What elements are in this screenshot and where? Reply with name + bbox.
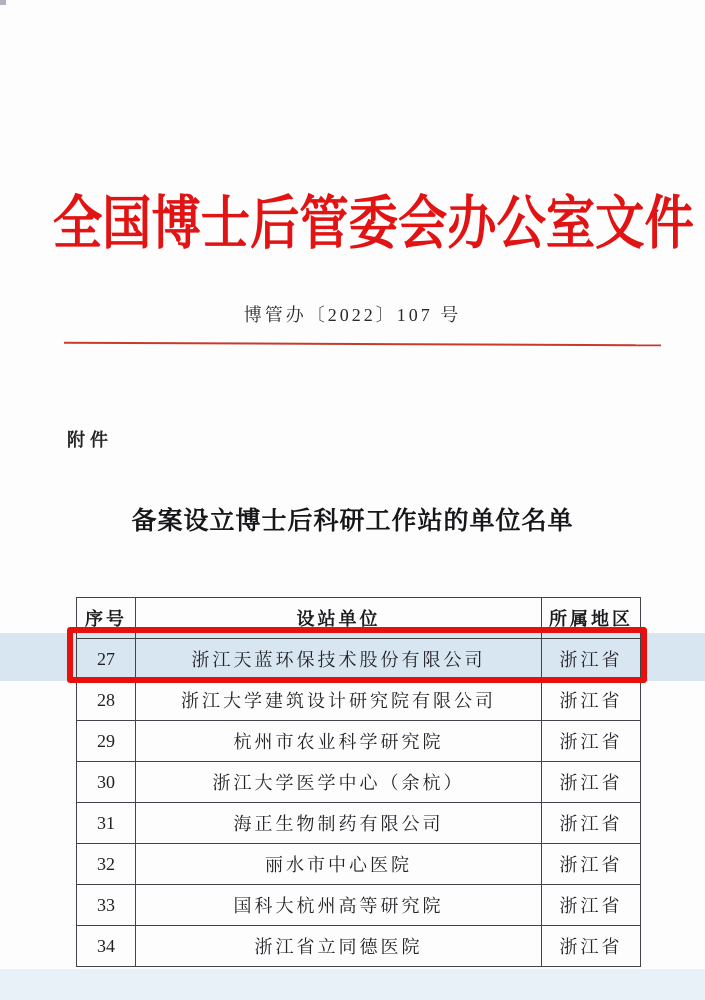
cell-no: 27 bbox=[77, 639, 136, 680]
table-row bbox=[77, 680, 641, 721]
cell-no: 33 bbox=[77, 885, 136, 926]
cell-unit: 海正生物制药有限公司 bbox=[136, 803, 542, 844]
red-divider-line bbox=[64, 342, 661, 347]
header-cell-unit: 设站单位 bbox=[136, 598, 542, 639]
table-row bbox=[77, 721, 641, 762]
bottom-scan-band bbox=[0, 969, 705, 1000]
table-row bbox=[77, 803, 641, 844]
header-row bbox=[77, 598, 641, 639]
table-row bbox=[77, 885, 641, 926]
cell-region: 浙江省 bbox=[542, 926, 641, 967]
cell-region: 浙江省 bbox=[542, 680, 641, 721]
station-table-body bbox=[77, 639, 641, 967]
document-header-title: 全国博士后管委会办公室文件 bbox=[52, 191, 694, 256]
header-cell-no: 序号 bbox=[77, 598, 136, 639]
cell-no: 30 bbox=[77, 762, 136, 803]
cell-unit: 浙江大学医学中心（余杭） bbox=[136, 762, 542, 803]
station-table bbox=[76, 597, 641, 967]
header-cell-region: 所属地区 bbox=[542, 598, 641, 639]
cell-unit: 国科大杭州高等研究院 bbox=[136, 885, 542, 926]
cell-unit: 浙江天蓝环保技术股份有限公司 bbox=[136, 639, 542, 680]
table-row bbox=[77, 926, 641, 967]
cell-unit: 浙江省立同德医院 bbox=[136, 926, 542, 967]
cell-no: 31 bbox=[77, 803, 136, 844]
cell-unit: 丽水市中心医院 bbox=[136, 844, 542, 885]
cell-no: 32 bbox=[77, 844, 136, 885]
cell-no: 28 bbox=[77, 680, 136, 721]
cell-unit: 浙江大学建筑设计研究院有限公司 bbox=[136, 680, 542, 721]
table-row bbox=[77, 639, 641, 680]
cell-region: 浙江省 bbox=[542, 803, 641, 844]
station-table-header bbox=[77, 598, 641, 639]
cell-no: 29 bbox=[77, 721, 136, 762]
table-row bbox=[77, 762, 641, 803]
cell-region: 浙江省 bbox=[542, 844, 641, 885]
cell-no: 34 bbox=[77, 926, 136, 967]
attachment-label: 附件 bbox=[67, 430, 113, 450]
cell-region: 浙江省 bbox=[542, 885, 641, 926]
table-row bbox=[77, 844, 641, 885]
cell-region: 浙江省 bbox=[542, 639, 641, 680]
cell-region: 浙江省 bbox=[542, 762, 641, 803]
scan-artifact bbox=[0, 0, 6, 5]
document-number: 博管办〔2022〕107 号 bbox=[243, 305, 462, 325]
cell-region: 浙江省 bbox=[542, 721, 641, 762]
cell-unit: 杭州市农业科学研究院 bbox=[136, 721, 542, 762]
list-title: 备案设立博士后科研工作站的单位名单 bbox=[131, 508, 574, 535]
